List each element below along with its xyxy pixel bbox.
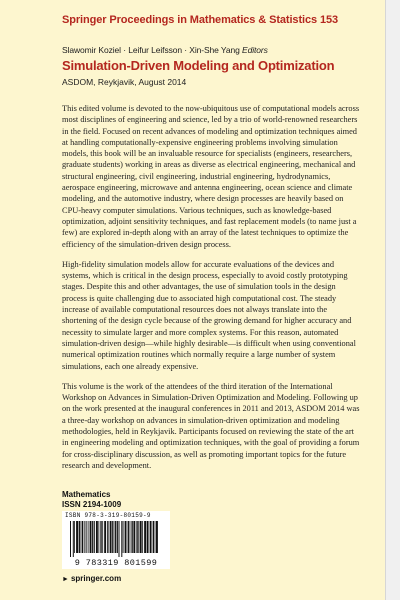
editor-names: Slawomir Koziel · Leifur Leifsson · Xin-She Yang (62, 45, 240, 55)
editors-label: Editors (242, 45, 268, 55)
publisher-url[interactable] (62, 574, 121, 583)
subject-label: Mathematics (62, 490, 111, 499)
editors-line (62, 45, 268, 55)
blurb-text (62, 103, 360, 480)
series-title: Springer Proceedings in Mathematics & Statistics 153 (62, 14, 339, 26)
isbn-label: ISBN 978-3-319-80159-9 (65, 512, 151, 519)
issn-label: ISSN 2194-1009 (62, 500, 122, 509)
blurb-paragraph: High-fidelity simulation models allow for accurate evaluations of the devices and systems, which is critical in the design process, especially to avoid costly prototyping stages. Despite this and other advantages, the use of simulation tools in the design process is quite challenging due to associated high computational cost. The steady increase of available computational resources does not always translate into the shortening of the design cycle because of the growing demand for higher accuracy and necessity to simulate larger and more complex systems. For this reason, automated simulation-driven design—while highly desirable—is difficult when using conventional numerical optimization routines which normally require a large number of system simulations, each one already expensive. (62, 259, 356, 371)
blurb-paragraph: This volume is the work of the attendees of the third iteration of the International Workshop on Advances in Simulation-Driven Optimization and Modeling. Following up on the work presented at the inaugural conferences in 2011 and 2013, ASDOM 2014 was a three-day workshop on advances in simulation-driven optimization and modeling methodologies, held in Reykjavik. Participants focused on reviewing the state of the art in engineering modeling and optimization techniques, with the goal of providing a forum for cross-disciplinary discussion, as well as promoting important topics for the future research and development. (62, 381, 360, 470)
page-edge (385, 0, 400, 600)
publisher-url-text: springer.com (70, 574, 122, 583)
arrow-right-icon: ► (62, 576, 69, 583)
barcode-box (62, 511, 170, 569)
book-subtitle: ASDOM, Reykjavik, August 2014 (62, 77, 187, 87)
barcode-icon (69, 521, 163, 557)
book-title: Simulation-Driven Modeling and Optimization (62, 58, 335, 73)
blurb-paragraph: This edited volume is devoted to the now-ubiquitous use of computational models across most disciplines of engineering and science, led by a trio of world-renowned researchers in the field. Focused on recent advances of modeling and optimization techniques aimed at handling computationally-expensive engineering problems involving simulation models, this book will be an invaluable resource for specialists (engineers, researchers, graduate students) working in areas as diverse as electrical engineering, mechanical and structural engineering, civil engineering, industrial engineering, hydrodynamics, aerospace engineering, microwave and antenna engineering, ocean science and climate modeling, and the automotive industry, where design processes are heavily based on CPU-heavy computer simulations. Various techniques, such as knowledge-based optimization, adjoint sensitivity techniques, and fast replacement models (to name just a few) are explored in-depth along with an array of the latest techniques to optimize the efficiency of the simulation-driven design process. (62, 104, 360, 249)
barcode-digits: 9 783319 801599 (74, 558, 158, 568)
